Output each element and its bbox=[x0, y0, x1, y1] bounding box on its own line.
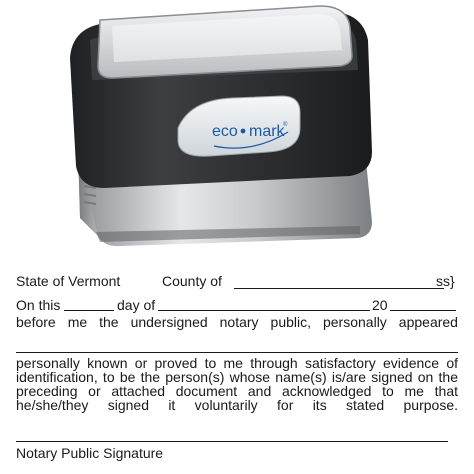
undersigned-word: undersigned bbox=[130, 314, 208, 330]
signature-blank-line bbox=[16, 441, 448, 442]
year-prefix-label: 20 bbox=[372, 297, 388, 313]
body-line-1: personally known or proved to me through satisfactory evidence of bbox=[16, 355, 458, 371]
public-word: public, bbox=[270, 314, 311, 330]
signer-name-blank-line bbox=[16, 352, 458, 353]
before-word: before bbox=[16, 314, 56, 330]
body-line-3: preceding or attached document and acknowledged to me that bbox=[16, 383, 458, 399]
signature-label: Notary Public Signature bbox=[16, 445, 164, 461]
ss-label: ss} bbox=[436, 273, 455, 289]
appeared-word: appeared bbox=[398, 314, 458, 330]
brand-eco-text: eco bbox=[212, 123, 238, 140]
state-label: State of Vermont bbox=[16, 273, 121, 289]
year-blank-line bbox=[390, 310, 456, 311]
brand-logo bbox=[212, 121, 288, 140]
brand-dot bbox=[241, 129, 246, 134]
before-me-line bbox=[16, 315, 458, 329]
stamp-imprint bbox=[16, 268, 458, 468]
day-of-label: day of bbox=[117, 297, 156, 313]
month-blank-line bbox=[158, 310, 370, 311]
stamp-top-window bbox=[98, 6, 352, 78]
brand-mark-text: mark bbox=[249, 123, 285, 140]
notary-word: notary bbox=[219, 314, 259, 330]
county-label: County of bbox=[162, 273, 222, 289]
personally-word: personally bbox=[322, 314, 387, 330]
day-number-blank-line bbox=[64, 310, 114, 311]
county-blank-line bbox=[234, 288, 444, 289]
body-line-4: he/she/they signed it voluntarily for its stated purpose. bbox=[16, 397, 458, 413]
the-word: the bbox=[99, 314, 119, 330]
body-line-2: identification, to be the person(s) whose name(s) is/are signed on the bbox=[16, 369, 458, 385]
me-word: me bbox=[67, 314, 88, 330]
on-this-label: On this bbox=[16, 297, 61, 313]
brand-registered-mark: ® bbox=[283, 122, 288, 128]
